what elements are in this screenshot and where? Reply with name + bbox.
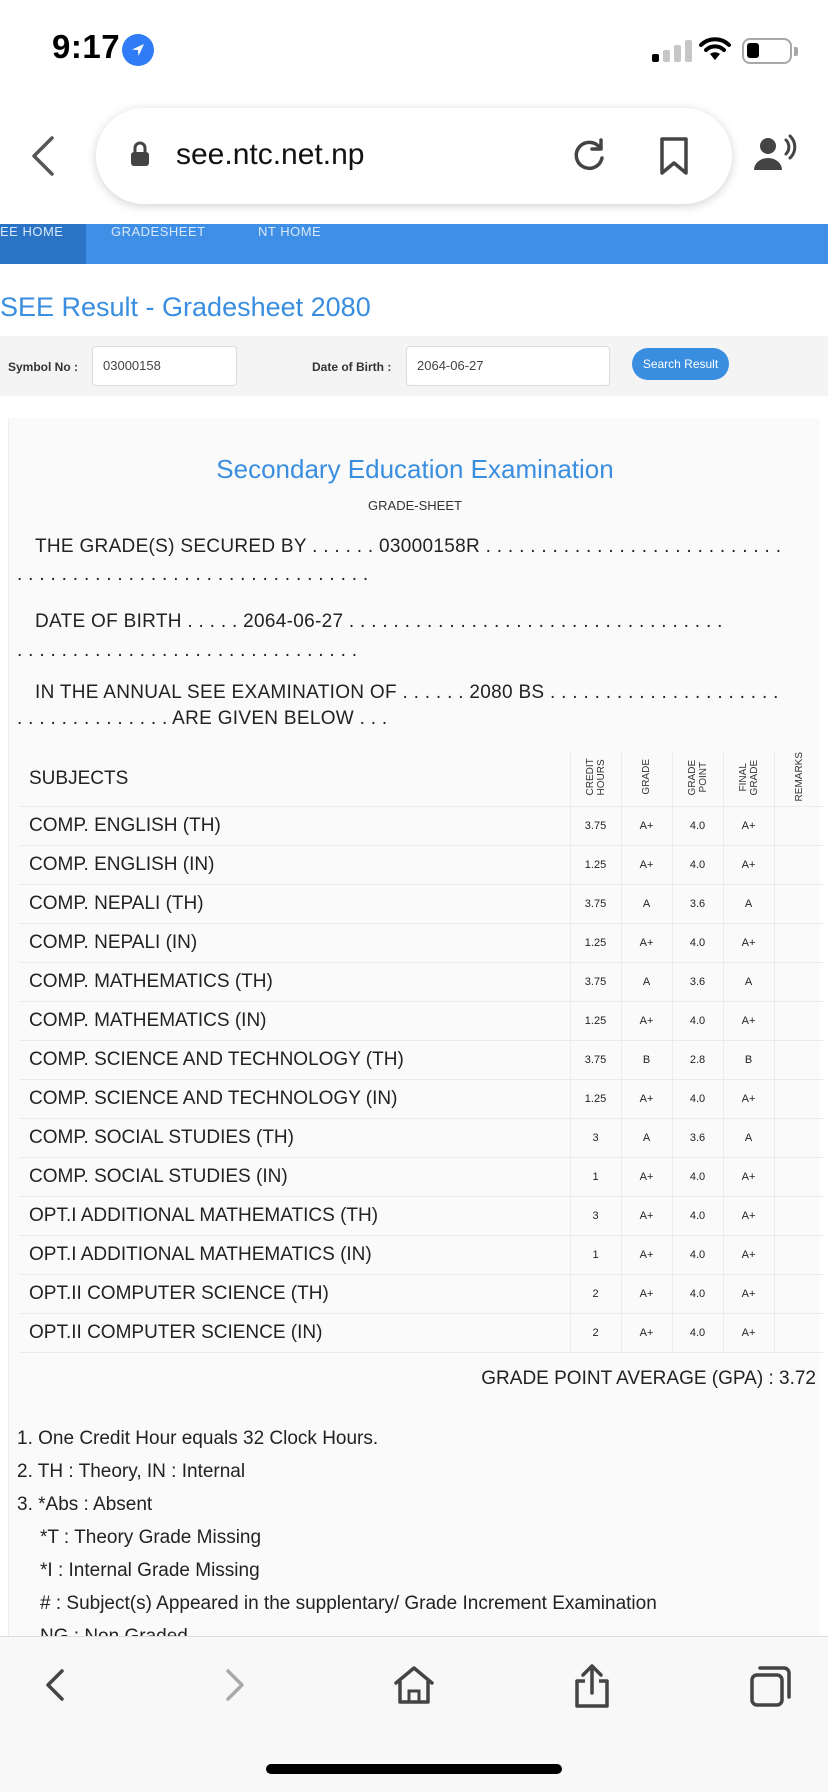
wifi-icon (698, 36, 732, 67)
symbol-label: Symbol No : (8, 360, 79, 374)
subject-cell: COMP. ENGLISH (TH) (19, 807, 570, 846)
grade-cell: A+ (621, 1275, 672, 1314)
notes-list (17, 1422, 657, 1653)
note-item: *T : Theory Grade Missing (40, 1527, 262, 1548)
grade-cell: A+ (621, 1314, 672, 1353)
final-grade-cell: A+ (723, 1158, 774, 1197)
remarks-cell (774, 885, 825, 924)
remarks-cell (774, 1041, 825, 1080)
grade-cell: A (621, 1119, 672, 1158)
header-grade-point-cell (672, 752, 723, 807)
final-grade-cell: A (723, 885, 774, 924)
table-row (19, 1041, 825, 1080)
remarks-cell (774, 1197, 825, 1236)
header-final-grade: FINAL GRADE (737, 758, 760, 795)
grade-point-cell: 3.6 (672, 1119, 723, 1158)
grade-point-cell: 3.6 (672, 885, 723, 924)
final-grade-cell: A+ (723, 1080, 774, 1119)
subject-cell: OPT.II COMPUTER SCIENCE (TH) (19, 1275, 570, 1314)
grade-point-cell: 2.8 (672, 1041, 723, 1080)
grade-point-cell: 4.0 (672, 1275, 723, 1314)
exam-line-cont: . . . . . . . . . . . . . . ARE GIVEN BELOW . . . (17, 708, 388, 729)
table-row (19, 1080, 825, 1119)
table-row (19, 846, 825, 885)
url-text: see.ntc.net.np (176, 138, 365, 171)
lock-icon (130, 141, 150, 172)
subject-cell: OPT.I ADDITIONAL MATHEMATICS (TH) (19, 1197, 570, 1236)
table-row (19, 1314, 825, 1353)
grade-cell: A+ (621, 1080, 672, 1119)
nav-gradesheet[interactable]: GRADESHEET (111, 224, 206, 239)
credit-hours-cell: 1.25 (570, 1002, 621, 1041)
forward-icon[interactable] (220, 1663, 250, 1712)
remarks-cell (774, 963, 825, 1002)
subject-cell: COMP. SOCIAL STUDIES (IN) (19, 1158, 570, 1197)
search-form (0, 336, 828, 396)
note-item: 3. *Abs : Absent (17, 1494, 153, 1515)
grade-point-cell: 4.0 (672, 1158, 723, 1197)
remarks-cell (774, 846, 825, 885)
table-header-row (19, 752, 825, 807)
table-row (19, 1197, 825, 1236)
credit-hours-cell: 3 (570, 1197, 621, 1236)
grade-cell: A+ (621, 1158, 672, 1197)
dob-input[interactable]: 2064-06-27 (406, 346, 610, 386)
table-row (19, 963, 825, 1002)
grade-cell: A (621, 963, 672, 1002)
grade-cell: A (621, 885, 672, 924)
url-field[interactable] (96, 108, 732, 204)
final-grade-cell: A+ (723, 1314, 774, 1353)
header-credit-hours: CREDIT HOURS (584, 758, 607, 796)
nav-see-home[interactable]: EE HOME (0, 224, 64, 239)
table-row (19, 885, 825, 924)
cellular-signal-icon (652, 38, 692, 62)
secured-by-line-cont: . . . . . . . . . . . . . . . . . . . . . . . . . . . . . . . . (17, 564, 369, 585)
dob-line: DATE OF BIRTH . . . . . 2064-06-27 . . . . . . . . . . . . . . . . . . . . . . . . . . . . . . . . . . (35, 611, 723, 632)
header-grade: GRADE (641, 758, 652, 795)
credit-hours-cell: 3.75 (570, 1041, 621, 1080)
header-subjects: SUBJECTS (19, 752, 570, 807)
grade-point-cell: 4.0 (672, 924, 723, 963)
reload-icon[interactable] (570, 136, 608, 179)
subject-cell: COMP. ENGLISH (IN) (19, 846, 570, 885)
grade-point-cell: 4.0 (672, 1314, 723, 1353)
subject-cell: COMP. NEPALI (TH) (19, 885, 570, 924)
header-credit-hours-cell (570, 752, 621, 807)
secured-by-line: THE GRADE(S) SECURED BY . . . . . . 03000158R . . . . . . . . . . . . . . . . . . . . . . . . . . . (35, 536, 782, 557)
status-time: 9:17 (52, 28, 121, 65)
exam-line: IN THE ANNUAL SEE EXAMINATION OF . . . . . . 2080 BS . . . . . . . . . . . . . . . . . . . . . (35, 682, 779, 703)
grade-cell: A+ (621, 807, 672, 846)
note-item: 2. TH : Theory, IN : Internal (17, 1461, 246, 1482)
grade-point-cell: 4.0 (672, 1002, 723, 1041)
credit-hours-cell: 3.75 (570, 885, 621, 924)
bookmark-icon[interactable] (658, 136, 690, 181)
table-row (19, 1119, 825, 1158)
header-grade-point: GRADE POINT (686, 758, 709, 795)
dob-line-cont: . . . . . . . . . . . . . . . . . . . . . . . . . . . . . . . (17, 640, 358, 661)
header-remarks-cell (774, 752, 825, 807)
table-row (19, 924, 825, 963)
credit-hours-cell: 1.25 (570, 924, 621, 963)
location-arrow-icon (122, 34, 154, 66)
credit-hours-cell: 3 (570, 1119, 621, 1158)
battery-icon (742, 38, 792, 64)
note-item: *I : Internal Grade Missing (40, 1560, 260, 1581)
table-row (19, 807, 825, 846)
dob-label: Date of Birth : (312, 360, 392, 374)
final-grade-cell: A (723, 963, 774, 1002)
subject-cell: COMP. NEPALI (IN) (19, 924, 570, 963)
note-item: # : Subject(s) Appeared in the supplentary/ Grade Increment Examination (40, 1593, 657, 1614)
subject-cell: COMP. MATHEMATICS (TH) (19, 963, 570, 1002)
header-remarks: REMARKS (794, 752, 806, 802)
grade-point-cell: 4.0 (672, 1080, 723, 1119)
final-grade-cell: B (723, 1041, 774, 1080)
header-grade-cell (621, 752, 672, 807)
grade-cell: A+ (621, 1236, 672, 1275)
gpa-summary: GRADE POINT AVERAGE (GPA) : 3.72 (481, 1368, 816, 1389)
header-final-grade-cell (723, 752, 774, 807)
tabs-icon[interactable] (748, 1663, 794, 1714)
remarks-cell (774, 1080, 825, 1119)
final-grade-cell: A+ (723, 1275, 774, 1314)
table-row (19, 1236, 825, 1275)
credit-hours-cell: 2 (570, 1275, 621, 1314)
final-grade-cell: A+ (723, 1236, 774, 1275)
note-item: 1. One Credit Hour equals 32 Clock Hours. (17, 1428, 379, 1449)
search-result-button[interactable]: Search Result (632, 348, 729, 380)
credit-hours-cell: 3.75 (570, 807, 621, 846)
grade-point-cell: 3.6 (672, 963, 723, 1002)
credit-hours-cell: 2 (570, 1314, 621, 1353)
table-row (19, 1002, 825, 1041)
back-icon[interactable] (40, 1663, 70, 1712)
final-grade-cell: A+ (723, 924, 774, 963)
remarks-cell (774, 807, 825, 846)
credit-hours-cell: 1 (570, 1236, 621, 1275)
grade-sheet-label: GRADE-SHEET (368, 498, 462, 513)
browser-address-bar (0, 100, 828, 224)
final-grade-cell: A+ (723, 846, 774, 885)
final-grade-cell: A (723, 1119, 774, 1158)
remarks-cell (774, 924, 825, 963)
grade-point-cell: 4.0 (672, 846, 723, 885)
grade-point-cell: 4.0 (672, 807, 723, 846)
back-chevron-icon[interactable] (30, 134, 56, 183)
grade-point-cell: 4.0 (672, 1236, 723, 1275)
credit-hours-cell: 1 (570, 1158, 621, 1197)
table-row (19, 1158, 825, 1197)
grade-cell: A+ (621, 846, 672, 885)
final-grade-cell: A+ (723, 1197, 774, 1236)
status-bar (0, 0, 828, 100)
share-icon[interactable] (572, 1663, 612, 1714)
subject-cell: OPT.I ADDITIONAL MATHEMATICS (IN) (19, 1236, 570, 1275)
grade-cell: A+ (621, 924, 672, 963)
table-row (19, 1275, 825, 1314)
credit-hours-cell: 3.75 (570, 963, 621, 1002)
grade-cell: A+ (621, 1197, 672, 1236)
page-title: SEE Result - Gradesheet 2080 (0, 292, 371, 322)
home-icon[interactable] (392, 1663, 436, 1712)
exam-title: Secondary Education Examination (216, 454, 614, 484)
symbol-input[interactable]: 03000158 (92, 346, 237, 386)
subject-cell: COMP. SOCIAL STUDIES (TH) (19, 1119, 570, 1158)
subject-cell: COMP. SCIENCE AND TECHNOLOGY (IN) (19, 1080, 570, 1119)
remarks-cell (774, 1236, 825, 1275)
credit-hours-cell: 1.25 (570, 846, 621, 885)
grades-table (19, 752, 825, 1353)
site-navigation (0, 224, 828, 264)
final-grade-cell: A+ (723, 807, 774, 846)
remarks-cell (774, 1158, 825, 1197)
remarks-cell (774, 1275, 825, 1314)
credit-hours-cell: 1.25 (570, 1080, 621, 1119)
remarks-cell (774, 1119, 825, 1158)
subject-cell: OPT.II COMPUTER SCIENCE (IN) (19, 1314, 570, 1353)
subject-cell: COMP. SCIENCE AND TECHNOLOGY (TH) (19, 1041, 570, 1080)
grade-sheet (8, 418, 820, 1638)
grade-cell: A+ (621, 1002, 672, 1041)
remarks-cell (774, 1002, 825, 1041)
reader-audio-icon[interactable] (752, 134, 798, 179)
final-grade-cell: A+ (723, 1002, 774, 1041)
grade-cell: B (621, 1041, 672, 1080)
home-indicator (266, 1764, 562, 1774)
subject-cell: COMP. MATHEMATICS (IN) (19, 1002, 570, 1041)
grade-point-cell: 4.0 (672, 1197, 723, 1236)
nav-nt-home[interactable]: NT HOME (258, 224, 322, 239)
remarks-cell (774, 1314, 825, 1353)
